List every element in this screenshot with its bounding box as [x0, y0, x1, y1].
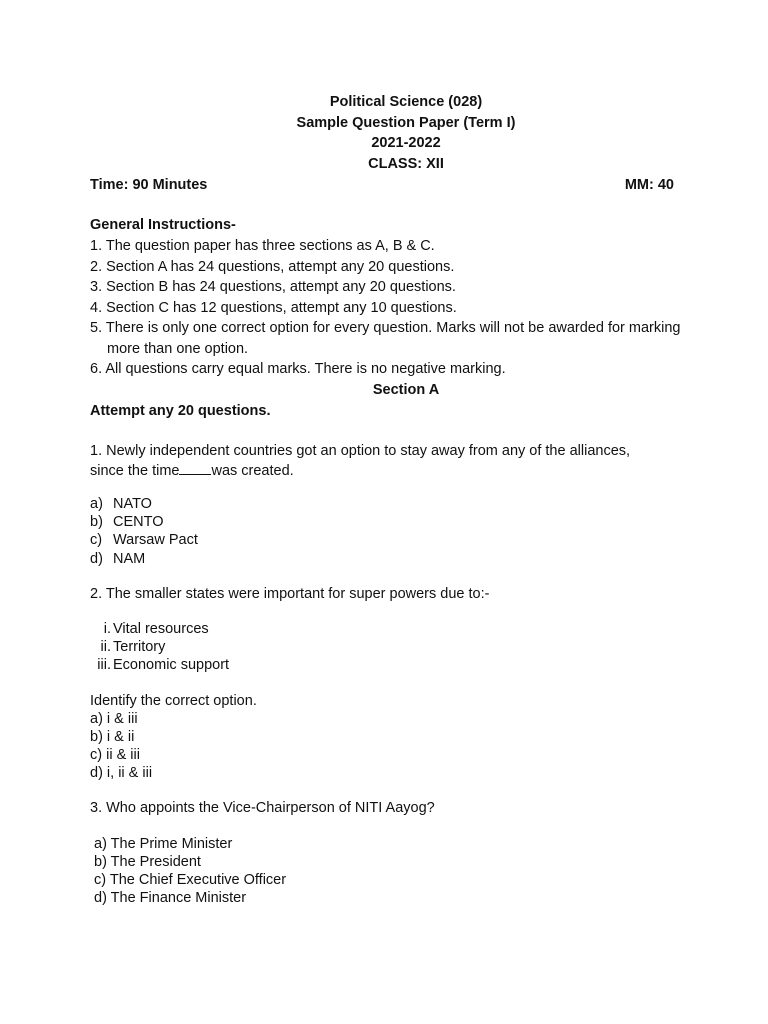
class-title: CLASS: XII	[368, 156, 444, 172]
section-instruction: Attempt any 20 questions.	[90, 403, 271, 419]
option-d: d) NAM	[90, 551, 146, 567]
statement-ii: ii. Territory	[100, 639, 166, 655]
question-1-text-before: since the time	[90, 463, 180, 479]
option-c: c) The Chief Executive Officer	[94, 872, 287, 888]
option-b: b) CENTO	[90, 514, 164, 530]
instructions-heading: General Instructions-	[90, 217, 236, 233]
statement-iii: iii. Economic support	[97, 657, 230, 673]
option-a: a) The Prime Minister	[94, 836, 233, 852]
instruction-item: 2. Section A has 24 questions, attempt any 20 questions.	[90, 258, 455, 275]
time-label: Time: 90 Minutes	[90, 177, 208, 193]
statement-i: i. Vital resources	[103, 621, 209, 637]
question-2-text: 2. The smaller states were important for super powers due to:-	[90, 586, 490, 602]
option-c: c) ii & iii	[90, 747, 140, 763]
option-d: d) i, ii & iii	[90, 765, 153, 781]
question-1-line-1: 1. Newly independent countries got an option to stay away from any of the alliances,	[90, 443, 631, 459]
question-1-line-2	[90, 461, 294, 480]
question-3-text: 3. Who appoints the Vice-Chairperson of NITI Aayog?	[90, 800, 435, 816]
question-1-text-after: was created.	[211, 463, 294, 479]
option-d: d) The Finance Minister	[94, 890, 247, 906]
instruction-item: 6. All questions carry equal marks. There is no negative marking.	[90, 361, 506, 377]
option-a: a) NATO	[90, 496, 152, 512]
fill-blank	[179, 461, 211, 475]
option-a: a) i & iii	[90, 711, 138, 727]
paper-title: Sample Question Paper (Term I)	[296, 115, 516, 131]
instruction-item: 1. The question paper has three sections as A, B & C.	[90, 238, 435, 254]
option-c: c) Warsaw Pact	[90, 532, 198, 548]
section-title: Section A	[372, 382, 440, 398]
question-2-prompt: Identify the correct option.	[90, 693, 257, 709]
instruction-item: 3. Section B has 24 questions, attempt any 20 questions.	[90, 279, 456, 295]
instruction-item: 5. There is only one correct option for every question. Marks will not be awarded for marking more than one option.	[90, 320, 681, 357]
instruction-item: 4. Section C has 12 questions, attempt any 10 questions.	[90, 299, 457, 316]
option-b: b) The President	[94, 854, 201, 870]
max-marks-label: MM: 40	[624, 177, 674, 193]
instructions-list	[90, 236, 690, 380]
subject-title: Political Science (028)	[329, 94, 483, 110]
option-b: b) i & ii	[90, 729, 135, 745]
year-title: 2021-2022	[371, 135, 441, 151]
